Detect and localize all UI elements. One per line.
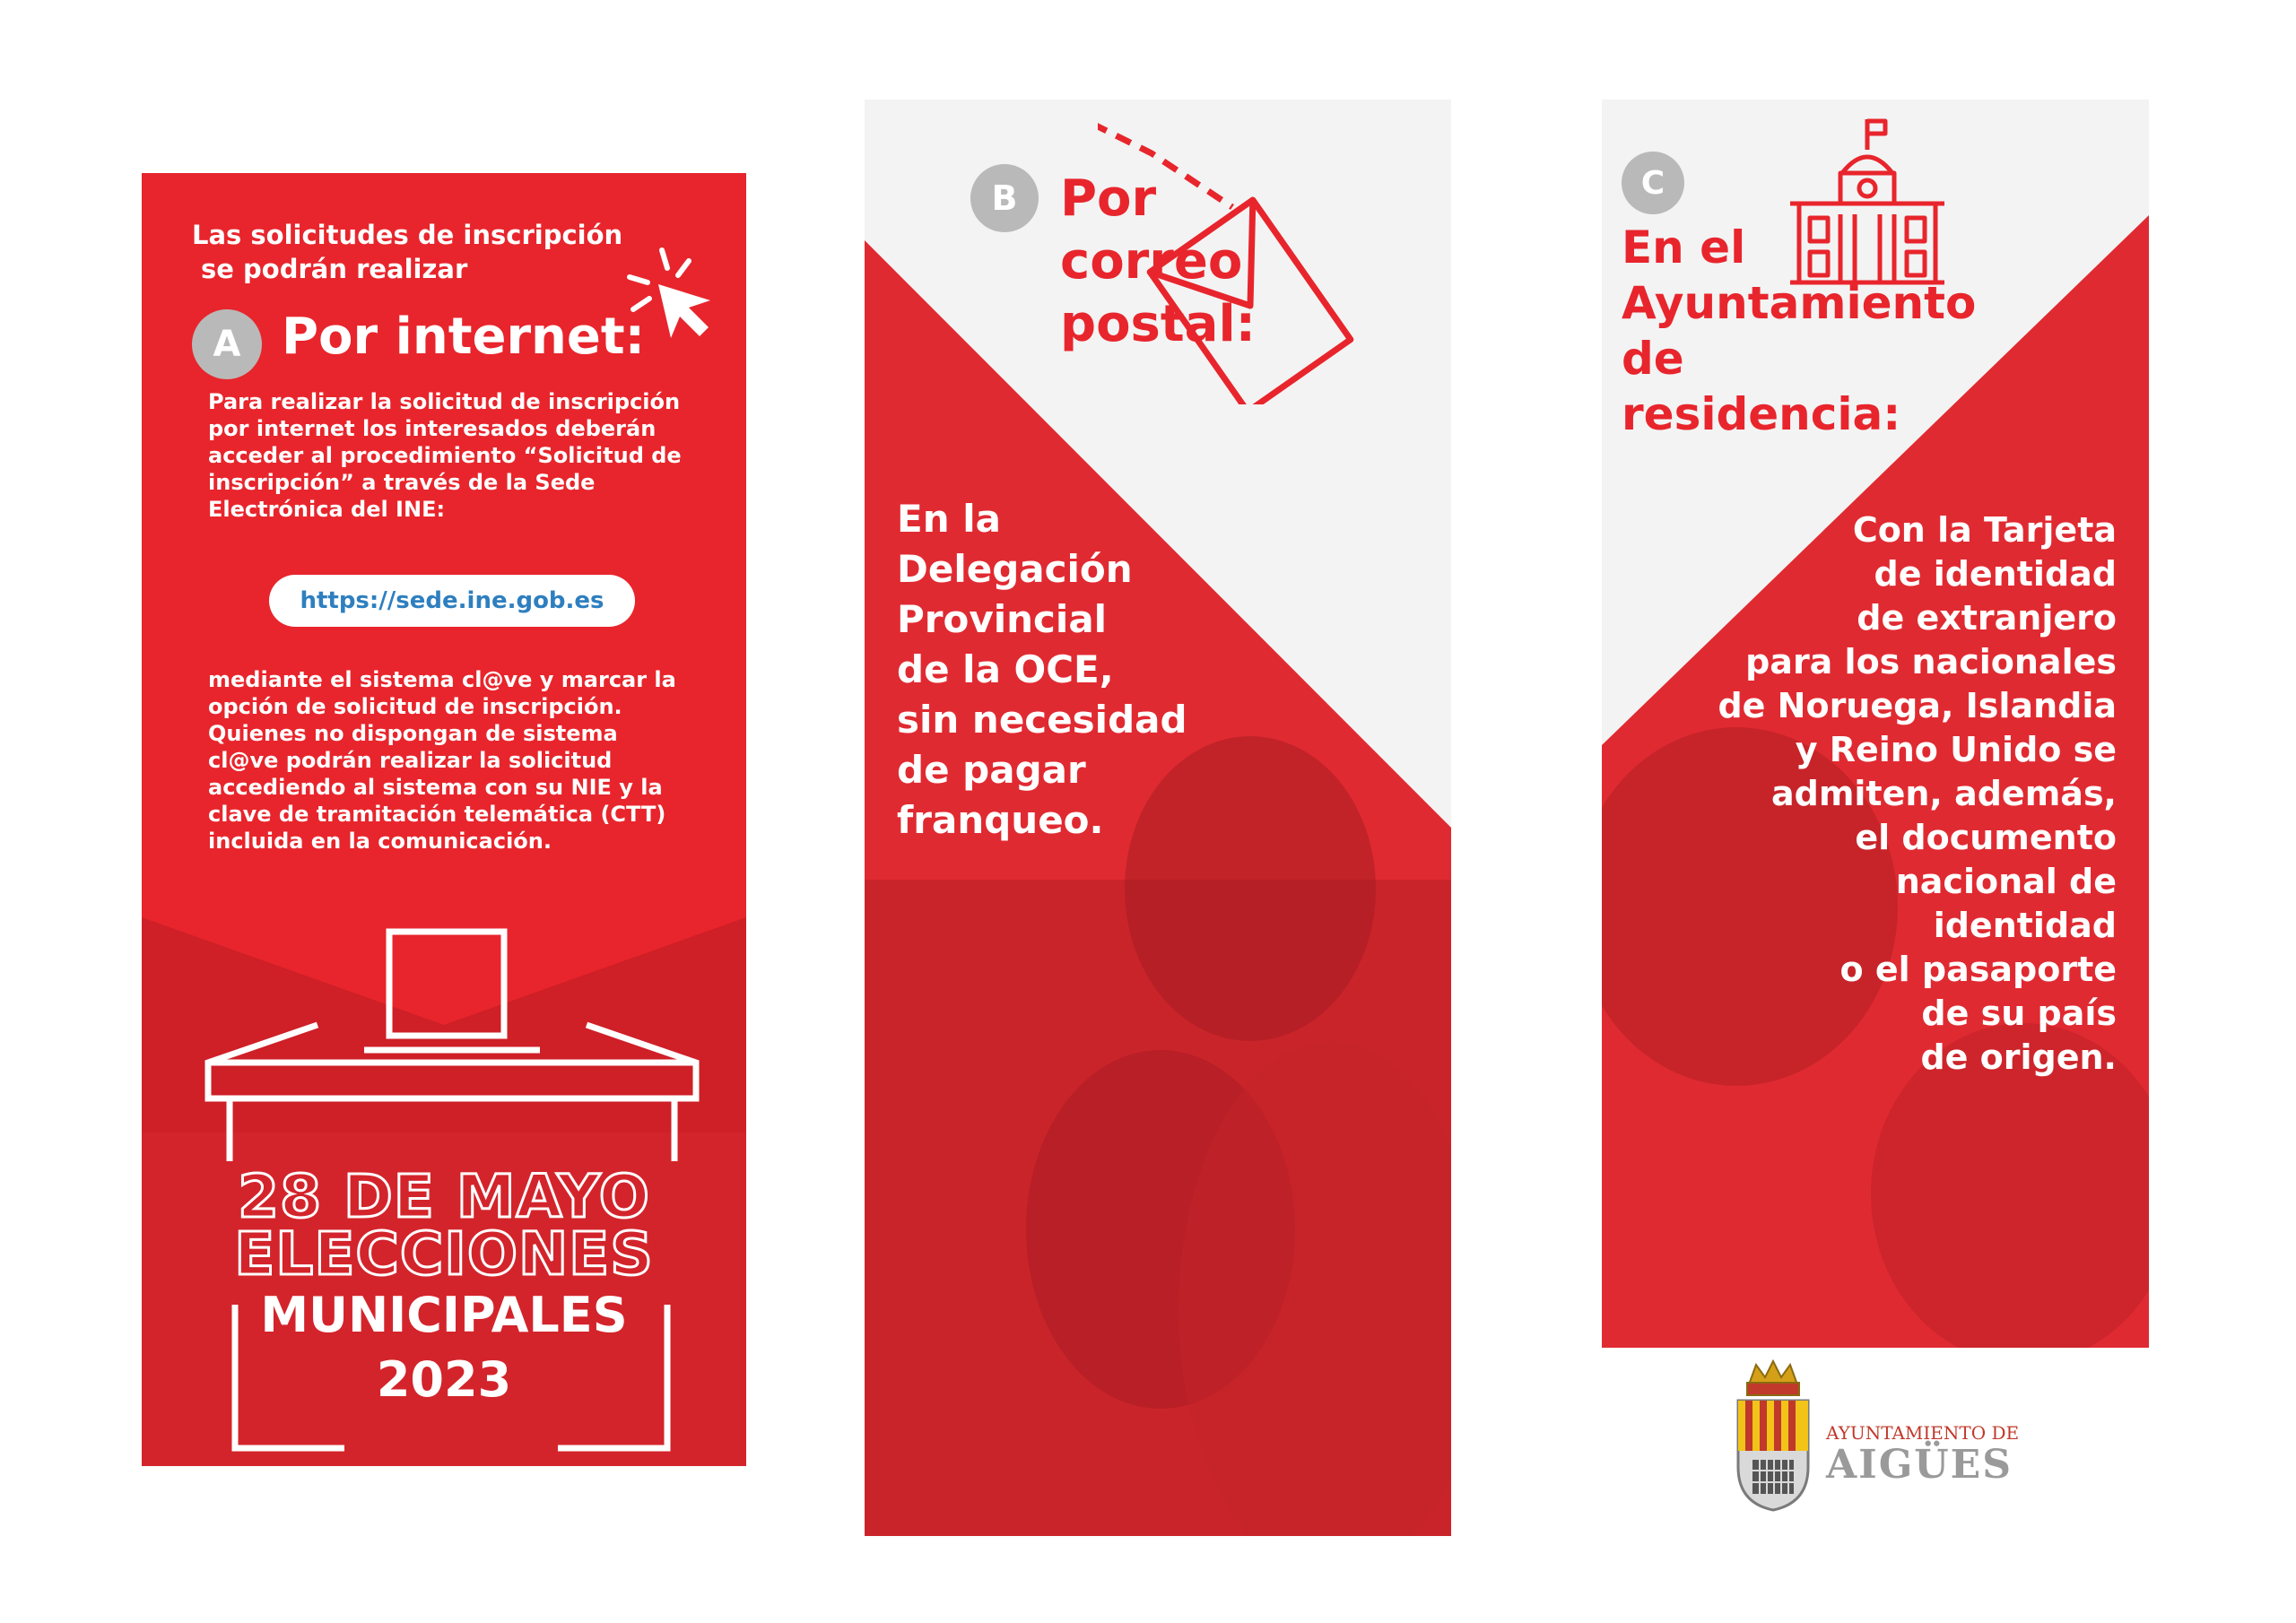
heading-line: de <box>1622 333 1684 385</box>
body-line: o el pasaporte <box>1839 950 2117 989</box>
ayuntamiento-aigues-logo <box>1733 1359 2038 1512</box>
ayuntamiento-text <box>1614 508 2117 1080</box>
heading-line: postal: <box>1060 295 1257 353</box>
body-line: de pagar <box>897 748 1086 792</box>
body-line: Con la Tarjeta <box>1852 510 2117 550</box>
heading-por-internet: Por internet: <box>282 308 646 366</box>
body-line: de identidad <box>1874 554 2117 594</box>
correo-postal-text <box>897 494 1399 846</box>
body-line: y Reino Unido se <box>1795 730 2117 769</box>
panel-ayuntamiento <box>1602 100 2149 1348</box>
municipales-title: MUNICIPALES <box>260 1287 628 1343</box>
panel-internet <box>142 173 746 1466</box>
heading-ayuntamiento <box>1622 220 1976 442</box>
body-line: identidad <box>1933 906 2117 945</box>
election-year: 2023 <box>376 1351 512 1408</box>
body-line: el documento <box>1855 818 2117 857</box>
body-line: En la <box>897 497 1001 541</box>
body-line: Provincial <box>897 597 1108 641</box>
body-line: admiten, además, <box>1770 774 2117 813</box>
intro-text <box>192 218 658 286</box>
heading-line: Ayuntamiento <box>1622 277 1977 329</box>
logo-town-name: AIGÜES <box>1826 1442 2013 1488</box>
internet-instructions: Para realizar la solicitud de inscripción por internet los interesados deberán acceder al procedimiento “Solicitud de inscripción” a través de la Sede Electrónica del INE: <box>208 389 682 522</box>
election-date: 28 DE MAYO <box>238 1162 650 1231</box>
body-line: franqueo. <box>897 798 1104 842</box>
body-line: de extranjero <box>1857 598 2117 638</box>
body-line: de origen. <box>1920 1037 2117 1077</box>
body-line: sin necesidad <box>897 698 1187 742</box>
body-line: nacional de <box>1895 862 2117 901</box>
body-line: de Noruega, Islandia <box>1718 686 2117 725</box>
body-line: de su país <box>1921 994 2117 1033</box>
badge-a: A <box>192 309 262 379</box>
badge-c: C <box>1622 152 1684 214</box>
coat-of-arms-icon <box>1733 1359 1813 1512</box>
badge-b: B <box>970 164 1039 232</box>
intro-line-2: se podrán realizar <box>201 254 468 284</box>
body-line: Delegación <box>897 547 1133 591</box>
body-line: para los nacionales <box>1745 642 2117 681</box>
intro-line-1: Las solicitudes de inscripción <box>192 220 623 250</box>
sede-ine-link[interactable]: https://sede.ine.gob.es <box>269 575 635 627</box>
heading-line: residencia: <box>1622 388 1901 440</box>
clave-instructions: mediante el sistema cl@ve y marcar la opción de solicitud de inscripción. Quienes no dispongan de sistema cl@ve podrán realizar la solicitud accediendo al sistema con su NIE y la clave de tramitación telemática (CTT) incluida en la comunicación. <box>208 667 676 854</box>
elecciones-title: ELECCIONES <box>234 1219 654 1289</box>
heading-line: Por <box>1060 169 1157 228</box>
logo-subtitle: AYUNTAMIENTO DE <box>1826 1422 2020 1444</box>
panel-correo-postal <box>865 100 1451 1536</box>
heading-line: En el <box>1622 221 1746 273</box>
body-line: de la OCE, <box>897 647 1114 691</box>
heading-por-correo-postal <box>1060 168 1256 356</box>
heading-line: correo <box>1060 232 1243 291</box>
